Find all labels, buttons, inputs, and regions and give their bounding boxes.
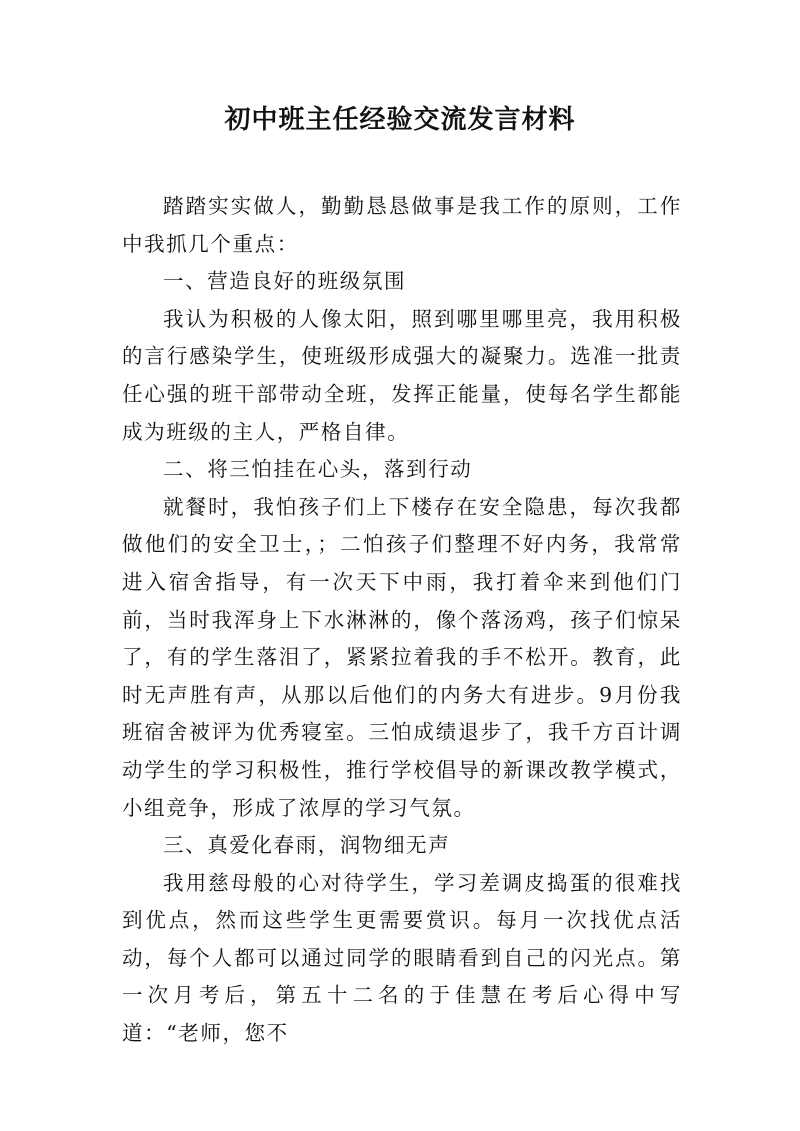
paragraph-section-1: 我认为积极的人像太阳，照到哪里哪里亮，我用积极的言行感染学生，使班级形成强大的凝聚力。选准一批责任心强的班干部带动全班，发挥正能量，使每名学生都能成为班级的主人，严格自律。: [122, 306, 682, 444]
section-heading-3: 三、真爱化春雨，润物细无声: [163, 833, 451, 858]
paragraph-section-2: 就餐时，我怕孩子们上下楼存在安全隐患，每次我都做他们的安全卫士，；二怕孩子们整理不好内务，我常常进入宿舍指导，有一次天下中雨，我打着伞来到他们门前，当时我浑身上下水淋淋的，像个落汤鸡，孩子们惊呆了，有的学生落泪了，紧紧拉着我的手不松开。教育，此时无声胜有声，从那以后他们的内务大有进步。9月份我班宿舍被评为优秀寝室。三怕成绩退步了，我千方百计调动学生的学习积极性，推行学校倡导的新课改教学模式，小组竞争，形成了浓厚的学习气氛。: [122, 494, 682, 820]
section-heading-2: 二、将三怕挂在心头，落到行动: [163, 457, 473, 482]
paragraph-intro: 踏踏实实做人，勤勤恳恳做事是我工作的原则，工作中我抓几个重点：: [122, 194, 682, 256]
document-title: 初中班主任经验交流发言材料: [224, 105, 576, 135]
paragraph-section-3: 我用慈母般的心对待学生，学习差调皮捣蛋的很难找到优点，然而这些学生更需要赏识。每月一次找优点活动，每个人都可以通过同学的眼睛看到自己的闪光点。第一次月考后，第五十二名的于佳慧在考后心得中写道：“老师，您不: [122, 870, 682, 1046]
document-body: [122, 188, 682, 1053]
section-heading-1: 一、营造良好的班级氛围: [163, 269, 407, 294]
